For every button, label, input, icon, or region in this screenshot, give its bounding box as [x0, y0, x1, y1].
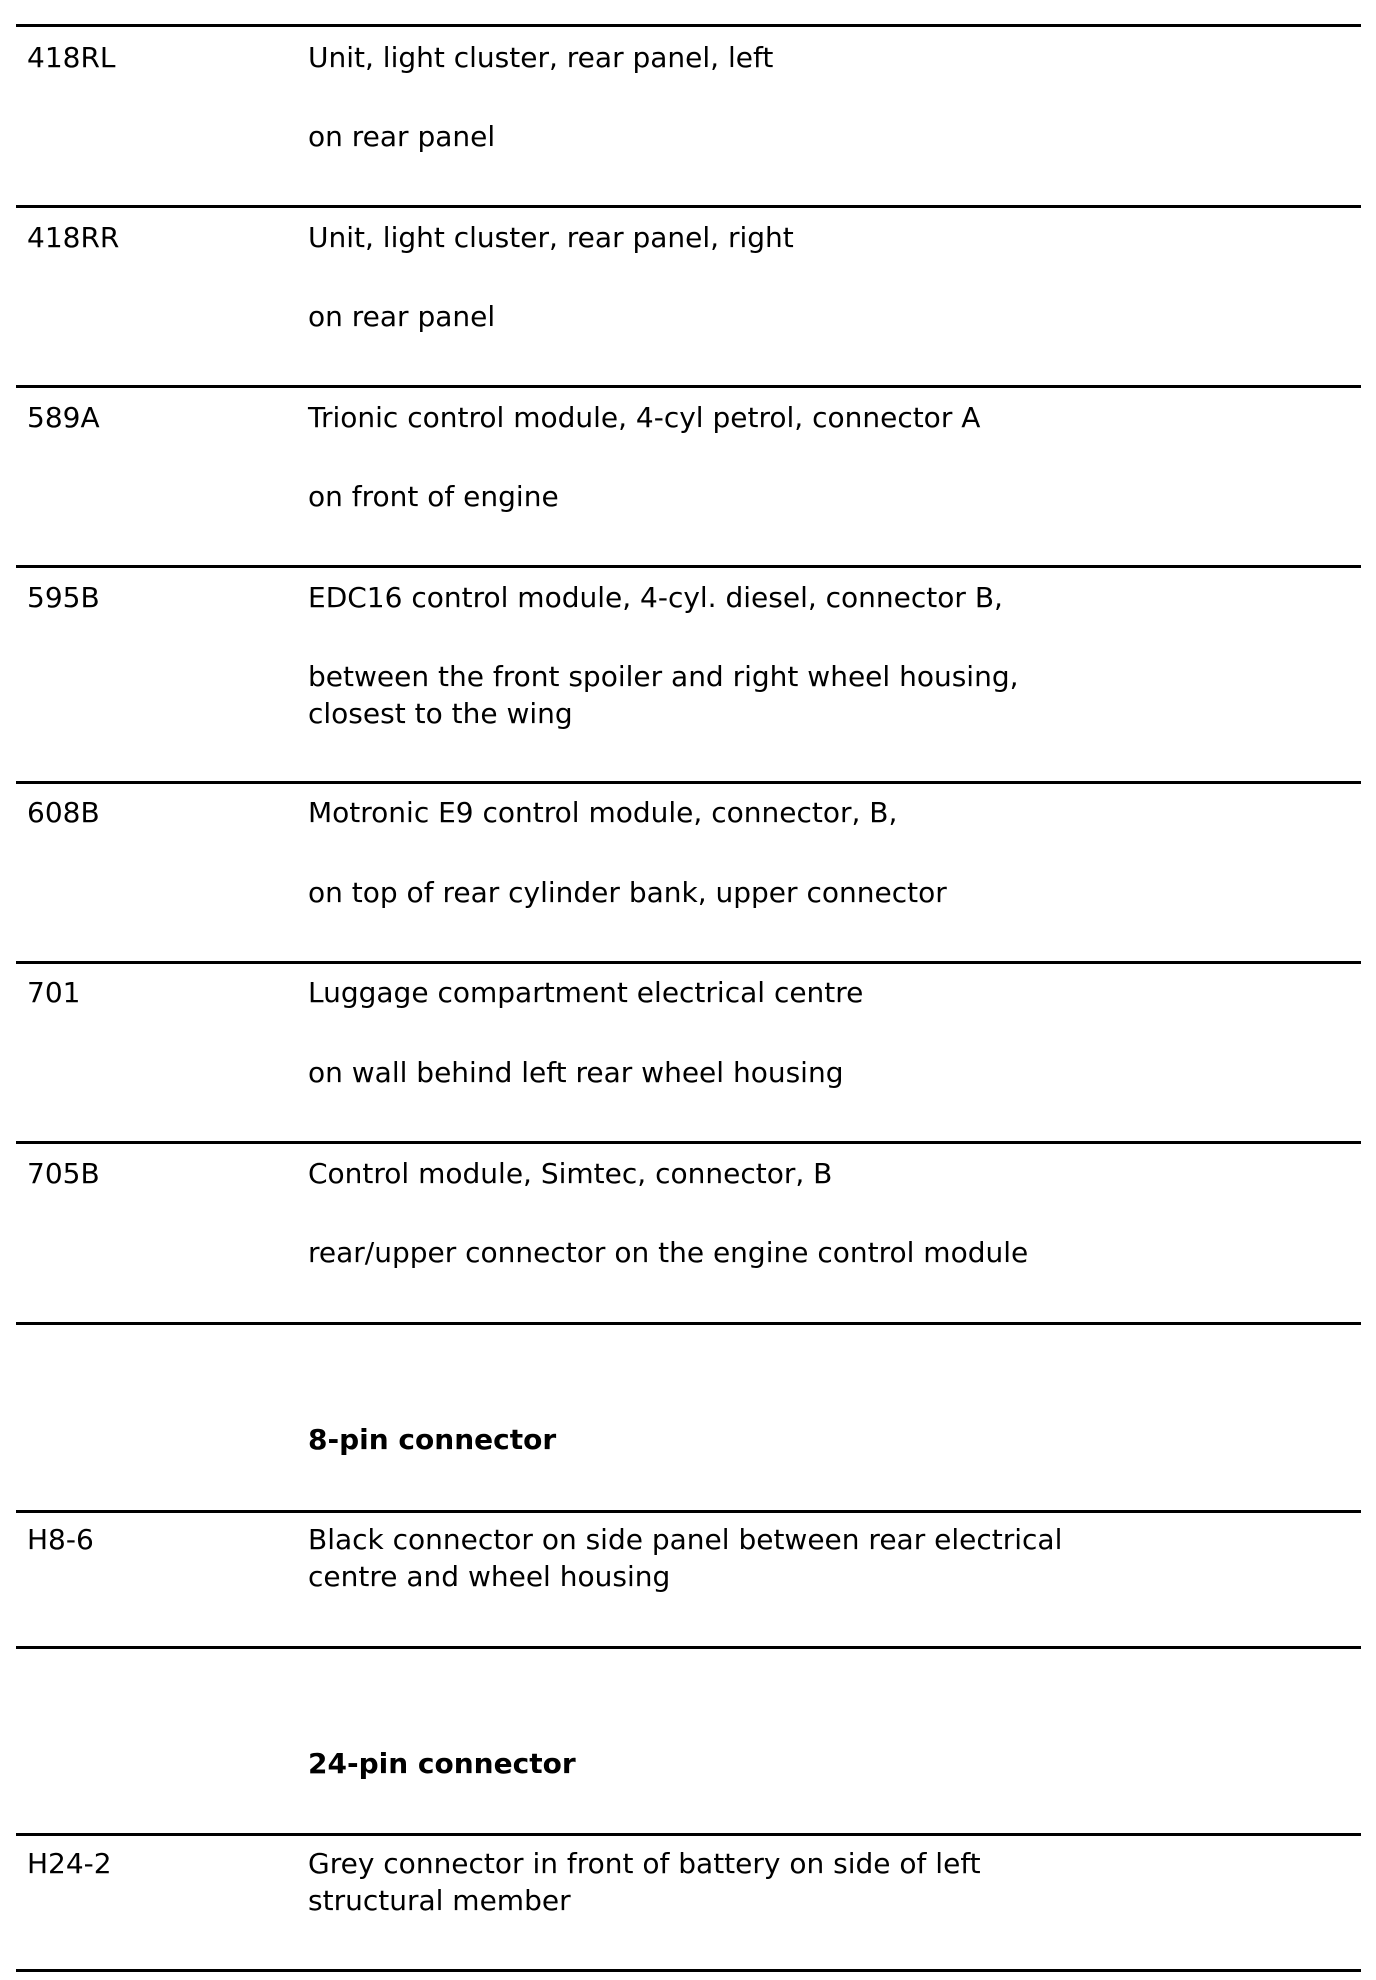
component-code: H24-2 — [27, 1847, 112, 1880]
table-divider — [16, 1510, 1361, 1513]
component-description: Unit, light cluster, rear panel, right — [308, 221, 794, 254]
section-heading: 24-pin connector — [308, 1747, 576, 1780]
component-description: Control module, Simtec, connector, B — [308, 1157, 833, 1190]
component-code: 705B — [27, 1157, 100, 1190]
component-code: 418RR — [27, 221, 120, 254]
component-location: rear/upper connector on the engine control module — [308, 1236, 1029, 1269]
component-location: on wall behind left rear wheel housing — [308, 1056, 844, 1089]
component-location: closest to the wing — [308, 697, 573, 730]
table-divider — [16, 781, 1361, 784]
component-location: on front of engine — [308, 480, 559, 513]
table-divider — [16, 1833, 1361, 1836]
table-divider — [16, 205, 1361, 208]
table-divider — [16, 1646, 1361, 1649]
table-divider — [16, 565, 1361, 568]
component-location: on top of rear cylinder bank, upper connector — [308, 876, 947, 909]
component-description: Luggage compartment electrical centre — [308, 976, 864, 1009]
section-heading: 8-pin connector — [308, 1423, 557, 1456]
component-description: Trionic control module, 4-cyl petrol, connector A — [308, 401, 981, 434]
component-location: between the front spoiler and right wheel housing, — [308, 660, 1019, 693]
component-description: structural member — [308, 1884, 571, 1917]
component-code: 701 — [27, 976, 81, 1009]
table-divider — [16, 1969, 1361, 1972]
component-location: on rear panel — [308, 300, 496, 333]
table-divider — [16, 24, 1361, 27]
component-description: Grey connector in front of battery on side of left — [308, 1847, 981, 1880]
component-code: 418RL — [27, 41, 116, 74]
component-code: 589A — [27, 401, 100, 434]
table-divider — [16, 961, 1361, 964]
table-divider — [16, 1141, 1361, 1144]
component-code: H8-6 — [27, 1523, 94, 1556]
component-code: 608B — [27, 796, 100, 829]
component-description: Black connector on side panel between rear electrical — [308, 1523, 1063, 1556]
component-description: EDC16 control module, 4-cyl. diesel, connector B, — [308, 581, 1003, 614]
component-description: centre and wheel housing — [308, 1560, 671, 1593]
table-divider — [16, 385, 1361, 388]
table-divider — [16, 1322, 1361, 1325]
component-description: Unit, light cluster, rear panel, left — [308, 41, 774, 74]
component-code: 595B — [27, 581, 100, 614]
component-description: Motronic E9 control module, connector, B, — [308, 796, 898, 829]
component-location: on rear panel — [308, 120, 496, 153]
